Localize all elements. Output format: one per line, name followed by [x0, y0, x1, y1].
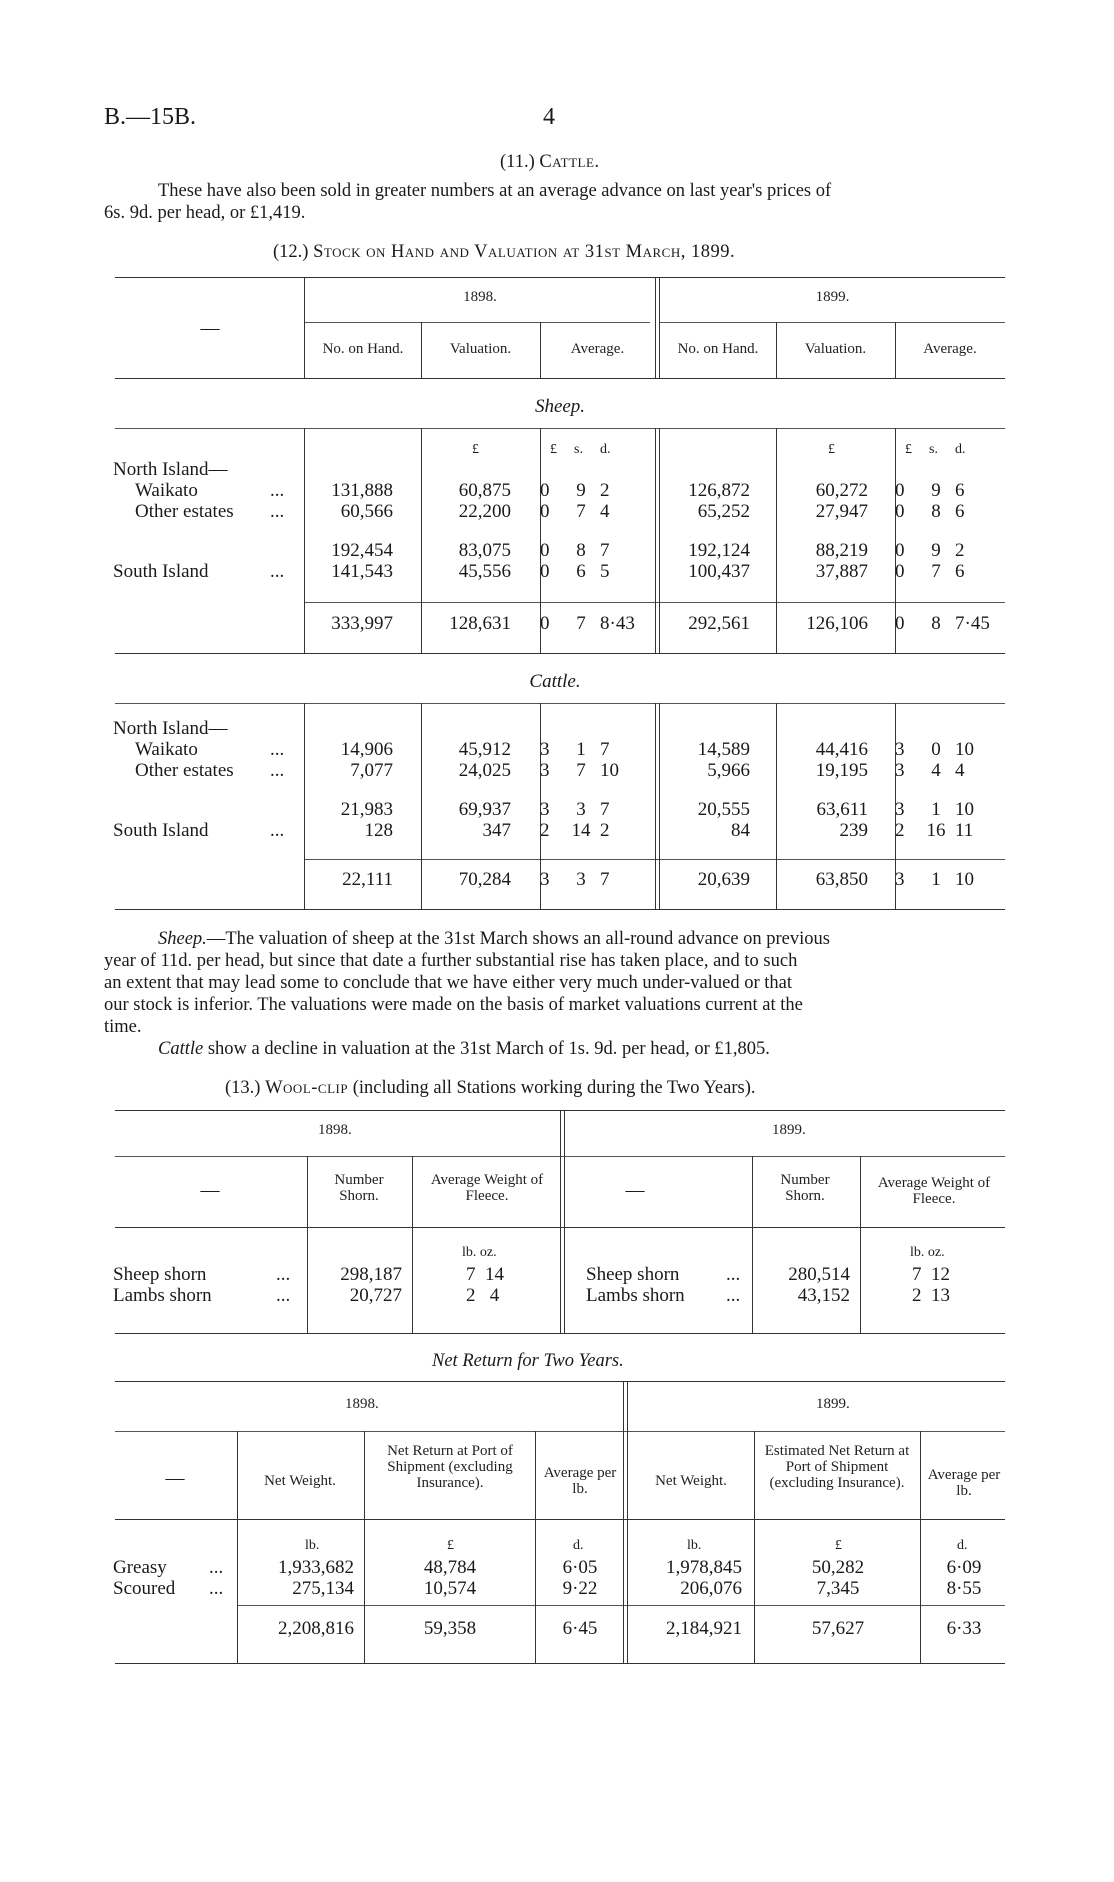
valuation-1899: 88,219	[815, 540, 868, 561]
avg-d: 2	[955, 540, 965, 561]
table12-top-rule	[115, 277, 1005, 278]
sheep-note-line3: an extent that may lead some to conclude that we have either very much under-valued or that	[104, 973, 792, 993]
section12-number: (12.)	[273, 242, 309, 262]
hand-1898: 7,077	[350, 760, 393, 781]
row-label: Scoured	[113, 1578, 176, 1599]
row-label: Waikato	[135, 739, 198, 760]
hand-1899: 100,437	[688, 561, 750, 582]
unit-d-1898: d.	[600, 442, 611, 457]
avg-d: 6	[955, 561, 965, 582]
table12-year-rule-1898	[305, 322, 650, 323]
cattle-note-text: show a decline in valuation at the 31st March of 1s. 9d. per head, or £1,805.	[203, 1039, 770, 1059]
valuation-1898: 83,075	[458, 540, 511, 561]
average-1898	[540, 820, 640, 842]
sheep-note-text: —The valuation of sheep at the 31st March shows an all-round advance on previous	[206, 929, 830, 949]
valuation-1898: 347	[482, 820, 511, 841]
avg-d: 7	[600, 739, 610, 760]
avg-per-lb-1899: 8·55	[946, 1578, 982, 1599]
hand-1899: 5,966	[707, 760, 750, 781]
avg-l: 2	[540, 820, 550, 841]
leader-dots: ...	[726, 1285, 741, 1306]
leader-dots: ...	[209, 1557, 224, 1578]
row-label: South Island	[113, 561, 209, 582]
average-1898	[540, 613, 640, 635]
section13-heading	[225, 1077, 755, 1099]
col-number-shorn-1898: Number Shorn.	[334, 1172, 384, 1204]
average-1898	[540, 501, 640, 523]
unit-pound-1898-net: £	[447, 1538, 454, 1553]
leader-dots: ...	[270, 501, 285, 522]
unit-pound-1899: £	[828, 442, 835, 457]
valuation-1899: 44,416	[815, 739, 868, 760]
col-average-1899: Average.	[923, 341, 977, 357]
table14-year-rule	[115, 1431, 1005, 1432]
table13-vline-a	[307, 1156, 308, 1333]
average-1898	[540, 480, 640, 502]
col-avg-weight-1899: Average Weight of Fleece.	[877, 1175, 991, 1207]
unit-lsd-1899	[905, 442, 966, 458]
number-shorn: 298,187	[340, 1264, 402, 1285]
avg-d: 4	[600, 501, 610, 522]
leader-dots: ...	[270, 820, 285, 841]
avg-per-lb-1898: 9·22	[562, 1578, 598, 1599]
hand-1899: 14,589	[697, 739, 750, 760]
table12-sheep-bottom-rule	[115, 653, 1005, 654]
avg-weight: 7 14	[466, 1264, 504, 1285]
table14-vline-b	[364, 1431, 365, 1663]
table14-vline-a	[237, 1431, 238, 1663]
unit-lb-1899: lb.	[687, 1538, 702, 1553]
row-label: Other estates	[135, 501, 234, 522]
avg-d: 7	[600, 869, 610, 890]
table13-dash-1899: —	[625, 1180, 645, 1201]
section13-subtitle: (including all Stations working during the Two Years).	[352, 1078, 756, 1098]
net-weight-1898: 2,208,816	[278, 1618, 354, 1639]
row-label: Sheep shorn	[113, 1264, 207, 1285]
avg-d: 10	[955, 799, 974, 820]
avg-s: 14	[571, 820, 591, 841]
hand-1899: 126,872	[688, 480, 750, 501]
col-number-shorn-1899: Number Shorn.	[780, 1172, 830, 1204]
section11-heading	[500, 151, 600, 173]
table13-vline-c	[752, 1156, 753, 1333]
avg-l: 3	[540, 869, 550, 890]
avg-d: 6	[955, 501, 965, 522]
avg-l: 0	[540, 540, 550, 561]
valuation-1898: 70,284	[458, 869, 511, 890]
row-label: Lambs shorn	[113, 1285, 212, 1306]
avg-s: 9	[931, 480, 941, 501]
avg-l: 3	[895, 760, 905, 781]
number-shorn: 280,514	[788, 1264, 850, 1285]
average-1899	[895, 869, 995, 891]
table13-year-1898: 1898.	[318, 1122, 352, 1138]
unit-lb-1898: lb.	[305, 1538, 320, 1553]
page-number: 4	[543, 104, 555, 130]
hand-1899: 292,561	[688, 613, 750, 634]
avg-s: 7	[576, 613, 586, 634]
leader-dots: ...	[276, 1285, 291, 1306]
net-return-1898: 48,784	[423, 1557, 477, 1578]
hand-1898: 60,566	[340, 501, 393, 522]
col-net-weight-1899: Net Weight.	[655, 1473, 727, 1489]
avg-s: 9	[576, 480, 586, 501]
avg-d: 7	[600, 540, 610, 561]
avg-d: 10	[600, 760, 619, 781]
unit-lb-oz-1899: lb. oz.	[910, 1245, 945, 1260]
leader-dots: ...	[270, 561, 285, 582]
valuation-1899: 63,611	[816, 799, 868, 820]
unit-s-1899: s.	[929, 442, 938, 457]
section12-title: Stock on Hand and Valuation at 31st March, 1899.	[313, 242, 736, 262]
table13-vline-d	[860, 1156, 861, 1333]
avg-l: 0	[540, 613, 550, 634]
unit-pound-1898: £	[472, 442, 479, 457]
hand-1898: 14,906	[340, 739, 393, 760]
average-1899	[895, 561, 995, 583]
avg-s: 7	[576, 501, 586, 522]
col-net-weight-1898: Net Weight.	[264, 1473, 336, 1489]
cattle-subheading: Cattle.	[529, 671, 581, 692]
unit-lb-oz-1898: lb. oz.	[462, 1245, 497, 1260]
row-label: Greasy	[113, 1557, 167, 1578]
unit-d-1898: d.	[573, 1538, 584, 1553]
table13-bottom-rule	[115, 1333, 1005, 1334]
table12-year-rule-1899	[660, 322, 1005, 323]
valuation-1899: 126,106	[806, 613, 868, 634]
section13-number: (13.)	[225, 1078, 261, 1098]
table13-dash-1898: —	[200, 1180, 220, 1201]
row-label: Lambs shorn	[586, 1285, 685, 1306]
avg-weight: 7 12	[912, 1264, 950, 1285]
net-return-1899: 57,627	[811, 1618, 865, 1639]
unit-l-1899: £	[905, 442, 912, 457]
average-1899	[895, 540, 995, 562]
valuation-1898: 22,200	[458, 501, 511, 522]
net-weight-1899: 1,978,845	[666, 1557, 742, 1578]
table14-year-1898: 1898.	[345, 1396, 379, 1412]
col-hand-1899: No. on Hand.	[677, 341, 759, 357]
cattle-north-island-label: North Island—	[113, 718, 228, 739]
section11-line1: These have also been sold in greater numbers at an average advance on last year's prices of	[158, 181, 832, 201]
cattle-note-label: Cattle	[158, 1039, 204, 1059]
valuation-1899: 37,887	[815, 561, 868, 582]
valuation-1898: 24,025	[458, 760, 511, 781]
net-return-1899: 7,345	[816, 1578, 860, 1599]
table12-year-1899: 1899.	[815, 289, 850, 305]
unit-l-1898: £	[550, 442, 557, 457]
avg-l: 3	[540, 799, 550, 820]
table13-year-1899: 1899.	[772, 1122, 806, 1138]
avg-l: 3	[895, 869, 905, 890]
avg-d: 2	[600, 480, 610, 501]
table14-vline-e	[920, 1431, 921, 1663]
average-1898	[540, 760, 640, 782]
row-label: Waikato	[135, 480, 198, 501]
document-code: B.—15B.	[104, 104, 197, 130]
table12-year-1898: 1898.	[463, 289, 497, 305]
unit-d-1899: d.	[955, 442, 966, 457]
number-shorn: 20,727	[349, 1285, 402, 1306]
table14-total-rule	[237, 1605, 1005, 1606]
hand-1898: 131,888	[331, 480, 393, 501]
avg-d: 7	[600, 799, 610, 820]
unit-pound-1899-net: £	[835, 1538, 842, 1553]
row-label: Sheep shorn	[586, 1264, 680, 1285]
net-weight-1898: 275,134	[292, 1578, 354, 1599]
section11-line2: 6s. 9d. per head, or £1,419.	[104, 203, 306, 223]
table13-double-rule	[560, 1110, 565, 1333]
avg-l: 0	[895, 501, 905, 522]
average-1898	[540, 739, 640, 761]
avg-s: 7	[576, 760, 586, 781]
section11-number: (11.)	[500, 152, 535, 172]
leader-dots: ...	[209, 1578, 224, 1599]
hand-1898: 141,543	[331, 561, 393, 582]
avg-l: 3	[540, 760, 550, 781]
hand-1899: 84	[731, 820, 750, 841]
leader-dots: ...	[276, 1264, 291, 1285]
leader-dots: ...	[270, 739, 285, 760]
avg-d: 10	[955, 739, 974, 760]
unit-s-1898: s.	[574, 442, 583, 457]
table12-sheep-rule	[115, 428, 1005, 429]
table14-top-rule	[115, 1381, 1005, 1382]
avg-weight: 2 4	[466, 1285, 500, 1306]
table12-cattle-rule	[115, 703, 1005, 704]
leader-dots: ...	[726, 1264, 741, 1285]
avg-d: 6	[955, 480, 965, 501]
avg-d: 5	[600, 561, 610, 582]
col-net-return-1898: Net Return at Port of Shipment (excluding Insurance).	[387, 1443, 513, 1491]
cattle-note	[158, 1038, 770, 1060]
section13-title: Wool-clip	[265, 1078, 349, 1098]
avg-weight: 2 13	[912, 1285, 950, 1306]
net-weight-1899: 206,076	[680, 1578, 742, 1599]
table14-header-rule	[115, 1519, 1005, 1520]
col-avg-weight-1898: Average Weight of Fleece.	[430, 1172, 544, 1204]
avg-s: 0	[931, 739, 941, 760]
avg-l: 2	[895, 820, 905, 841]
avg-s: 7	[931, 561, 941, 582]
table12-header-rule	[115, 378, 1005, 379]
table12-bottom-rule	[115, 909, 1005, 910]
avg-d: 4	[955, 760, 965, 781]
table13-vline-b	[412, 1156, 413, 1333]
avg-l: 3	[895, 739, 905, 760]
average-1899	[895, 799, 995, 821]
avg-per-lb-1898: 6·05	[562, 1557, 598, 1578]
hand-1899: 65,252	[697, 501, 750, 522]
table12-dash: —	[200, 318, 220, 339]
valuation-1899: 19,195	[815, 760, 868, 781]
table14-dash: —	[165, 1468, 185, 1489]
net-return-1899: 50,282	[811, 1557, 865, 1578]
average-1898	[540, 799, 640, 821]
hand-1899: 192,124	[688, 540, 750, 561]
table14-double-rule	[623, 1381, 628, 1663]
net-return-1898: 10,574	[423, 1578, 477, 1599]
avg-d: 2	[600, 820, 610, 841]
col-hand-1898: No. on Hand.	[322, 341, 404, 357]
valuation-1898: 60,875	[458, 480, 511, 501]
avg-s: 4	[931, 760, 941, 781]
section12-heading	[273, 241, 735, 263]
avg-s: 1	[576, 739, 586, 760]
unit-d-1899: d.	[957, 1538, 968, 1553]
hand-1898: 22,111	[342, 869, 393, 890]
avg-per-lb-1899: 6·33	[946, 1618, 982, 1639]
avg-d: 7·45	[955, 613, 990, 634]
avg-d: 8·43	[600, 613, 635, 634]
hand-1899: 20,555	[697, 799, 750, 820]
avg-l: 0	[895, 540, 905, 561]
average-1899	[895, 613, 995, 635]
sheep-note-line1	[158, 928, 830, 950]
col-average-1898: Average.	[570, 341, 625, 357]
avg-l: 3	[895, 799, 905, 820]
table14-vline-d	[754, 1431, 755, 1663]
hand-1898: 128	[364, 820, 393, 841]
leader-dots: ...	[270, 480, 285, 501]
valuation-1898: 45,912	[458, 739, 511, 760]
avg-s: 3	[576, 799, 586, 820]
avg-s: 8	[931, 501, 941, 522]
hand-1898: 333,997	[331, 613, 393, 634]
col-valuation-1898: Valuation.	[449, 341, 512, 357]
valuation-1899: 27,947	[815, 501, 868, 522]
avg-s: 16	[926, 820, 946, 841]
average-1899	[895, 480, 995, 502]
average-1899	[895, 501, 995, 523]
hand-1898: 192,454	[331, 540, 393, 561]
avg-s: 9	[931, 540, 941, 561]
sheep-subheading: Sheep.	[534, 396, 586, 417]
avg-l: 0	[540, 501, 550, 522]
valuation-1899: 60,272	[815, 480, 868, 501]
unit-lsd-1898	[550, 442, 611, 458]
average-1898	[540, 561, 640, 583]
avg-per-lb-1899: 6·09	[946, 1557, 982, 1578]
avg-l: 0	[895, 561, 905, 582]
valuation-1899: 63,850	[815, 869, 868, 890]
avg-s: 1	[931, 869, 941, 890]
average-1898	[540, 869, 640, 891]
sheep-note-line5: time.	[104, 1017, 142, 1037]
sheep-note-line2: year of 11d. per head, but since that date a further substantial rise has taken place, and to such	[104, 951, 798, 971]
avg-d: 11	[955, 820, 974, 841]
avg-l: 0	[540, 480, 550, 501]
number-shorn: 43,152	[797, 1285, 850, 1306]
net-return-1898: 59,358	[423, 1618, 477, 1639]
row-label: South Island	[113, 820, 209, 841]
table14-vline-c	[535, 1431, 536, 1663]
avg-l: 0	[540, 561, 550, 582]
valuation-1898: 45,556	[458, 561, 511, 582]
avg-s: 8	[576, 540, 586, 561]
average-1898	[540, 540, 640, 562]
valuation-1898: 128,631	[449, 613, 511, 634]
avg-l: 0	[895, 613, 905, 634]
avg-l: 0	[895, 480, 905, 501]
col-est-net-return-1899: Estimated Net Return at Port of Shipment (excluding Insurance).	[764, 1443, 910, 1491]
sheep-note-label: Sheep.	[158, 929, 207, 949]
sheep-north-island-label: North Island—	[113, 459, 228, 480]
average-1899	[895, 760, 995, 782]
avg-s: 1	[931, 799, 941, 820]
row-label: Other estates	[135, 760, 234, 781]
avg-d: 10	[955, 869, 974, 890]
avg-s: 3	[576, 869, 586, 890]
sheep-note-line4: our stock is inferior. The valuations were made on the basis of market valuations current at the	[104, 995, 803, 1015]
col-average-per-lb-1899: Average per lb.	[927, 1467, 1001, 1499]
col-valuation-1899: Valuation.	[804, 341, 867, 357]
average-1899	[895, 739, 995, 761]
average-1899	[895, 820, 995, 842]
valuation-1898: 69,937	[458, 799, 511, 820]
net-return-title: Net Return for Two Years.	[432, 1351, 624, 1371]
net-weight-1898: 1,933,682	[278, 1557, 354, 1578]
leader-dots: ...	[270, 760, 285, 781]
table14-year-1899: 1899.	[816, 1396, 850, 1412]
net-weight-1899: 2,184,921	[666, 1618, 742, 1639]
avg-per-lb-1898: 6·45	[562, 1618, 598, 1639]
section11-title: Cattle.	[539, 152, 600, 172]
hand-1899: 20,639	[697, 869, 750, 890]
avg-l: 3	[540, 739, 550, 760]
avg-s: 8	[931, 613, 941, 634]
table14-bottom-rule	[115, 1663, 1005, 1664]
avg-s: 6	[576, 561, 586, 582]
hand-1898: 21,983	[340, 799, 393, 820]
col-average-per-lb-1898: Average per lb.	[543, 1465, 617, 1497]
valuation-1899: 239	[839, 820, 868, 841]
